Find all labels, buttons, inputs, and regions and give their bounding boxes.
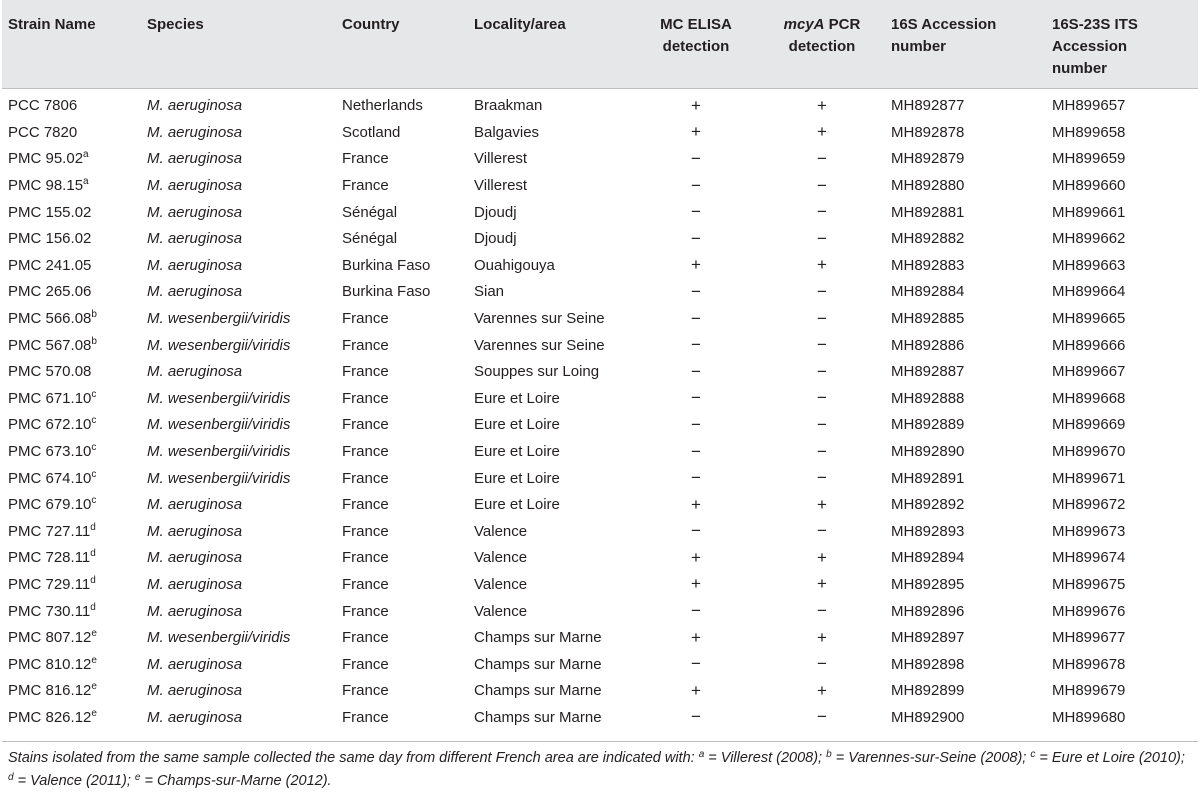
cell-strain-name: PMC 567.08$^b$ (8, 335, 97, 354)
header-locality: Locality/area (468, 0, 633, 88)
cell-mcya-pcr: − (817, 707, 827, 727)
cell-country: Burkina Faso (342, 283, 431, 301)
cell-country: France (342, 310, 389, 328)
cell-species: M. aeruginosa (147, 708, 243, 726)
cell-species: M. aeruginosa (147, 283, 243, 301)
footnote-marker: d (90, 574, 96, 586)
footnote-marker: a (698, 749, 705, 760)
cell-locality: Eure et Loire (474, 469, 560, 487)
cell-16s-accession: MH892878 (891, 123, 965, 141)
header-mcya-pcr-text: PCR (824, 16, 861, 33)
cell-country: Scotland (342, 123, 401, 141)
cell-16s-accession: MH892892 (891, 496, 965, 514)
cell-mcya-pcr: − (817, 388, 827, 408)
cell-mc-elisa: − (691, 308, 701, 328)
cell-species: M. aeruginosa (147, 177, 243, 195)
footnote-item-text: = Valence (2011); (13, 773, 135, 789)
cell-16s-accession: MH892877 (891, 97, 965, 115)
cell-species: M. aeruginosa (147, 522, 243, 540)
cell-mc-elisa: − (691, 707, 701, 727)
cell-its-accession: MH899665 (1052, 310, 1126, 328)
cell-locality: Varennes sur Seine (474, 310, 605, 328)
cell-its-accession: MH899662 (1052, 230, 1126, 248)
cell-its-accession: MH899677 (1052, 629, 1126, 647)
cell-strain-name: PMC 98.15$^a$ (8, 176, 89, 195)
cell-country: France (342, 177, 389, 195)
footnote-marker: e (91, 681, 97, 693)
cell-country: France (342, 522, 389, 540)
cell-16s-accession: MH892898 (891, 655, 965, 673)
header-mc-elisa-line1: MC ELISA (660, 16, 732, 33)
cell-mc-elisa: + (691, 255, 701, 275)
cell-mcya-pcr: − (817, 202, 827, 222)
cell-country: France (342, 602, 389, 620)
cell-16s-accession: MH892897 (891, 629, 965, 647)
cell-strain-name: PMC 810.12e (8, 654, 97, 673)
cell-its-accession: MH899660 (1052, 177, 1126, 195)
header-mc-elisa-line2: detection (662, 38, 730, 55)
cell-mcya-pcr: + (817, 95, 827, 115)
cell-mcya-pcr: − (817, 654, 827, 674)
cell-strain-name: PMC 673.10$^c$ (8, 442, 97, 461)
cell-locality: Balgavies (474, 123, 540, 141)
cell-mc-elisa: − (691, 441, 701, 461)
cell-locality: Souppes sur Loing (474, 363, 600, 381)
cell-mcya-pcr: − (817, 148, 827, 168)
cell-strain-name: PMC 155.02 (8, 203, 92, 221)
cell-strain-name: PMC 816.12e (8, 681, 97, 700)
cell-strain-name: PMC 570.08 (8, 363, 92, 381)
cell-species: M. aeruginosa (147, 203, 243, 221)
footnote-marker: e (91, 654, 97, 666)
cell-mcya-pcr: − (817, 335, 827, 355)
footnote-marker: e (91, 628, 97, 640)
cell-16s-accession: MH892891 (891, 469, 965, 487)
cell-country: France (342, 416, 389, 434)
header-its-line2: Accession (1052, 38, 1128, 55)
table-row (2, 465, 1198, 492)
header-its-line1: 16S-23S ITS (1052, 16, 1138, 33)
cell-16s-accession: MH892881 (891, 203, 965, 221)
footnote-marker: b (91, 335, 97, 347)
cell-locality: Braakman (474, 97, 543, 115)
cell-16s-accession: MH892888 (891, 389, 965, 407)
cell-species: M. aeruginosa (147, 97, 243, 115)
cell-mc-elisa: − (691, 414, 701, 434)
cell-country: Netherlands (342, 97, 423, 115)
cell-mc-elisa: − (691, 335, 701, 355)
cell-16s-accession: MH892890 (891, 443, 965, 461)
table-row (2, 624, 1198, 651)
cell-mc-elisa: + (691, 95, 701, 115)
cell-strain-name: PMC 728.11$^d$ (8, 548, 96, 567)
table-row (2, 225, 1198, 252)
cell-strain-name: PMC 807.12e (8, 628, 97, 647)
cell-country: Sénégal (342, 203, 398, 221)
cell-16s-accession: MH892887 (891, 363, 965, 381)
header-mc-elisa (633, 0, 759, 88)
footnote-item-text: = Varennes-sur-Seine (2008); (831, 750, 1031, 766)
footnote-marker: d (90, 601, 96, 613)
cell-locality: Champs sur Marne (474, 708, 602, 726)
table-row (2, 146, 1198, 173)
cell-its-accession: MH899666 (1052, 336, 1126, 354)
cell-strain-name: PCC 7820 (8, 123, 78, 141)
cell-country: France (342, 575, 389, 593)
cell-mc-elisa: + (691, 627, 701, 647)
cell-species: M. wesenbergii/viridis (147, 416, 291, 434)
cell-locality: Eure et Loire (474, 389, 560, 407)
cell-mcya-pcr: − (817, 468, 827, 488)
cell-species: M. wesenbergii/viridis (147, 469, 291, 487)
header-16s-line1: 16S Accession (891, 16, 997, 33)
cell-species: M. aeruginosa (147, 575, 243, 593)
footnote-marker: e (91, 707, 97, 719)
cell-mcya-pcr: + (817, 574, 827, 594)
cell-species: M. aeruginosa (147, 363, 243, 381)
table-row (2, 651, 1198, 678)
header-mcya-gene: mcyA (783, 16, 825, 33)
cell-its-accession: MH899659 (1052, 150, 1126, 168)
cell-species: M. wesenbergii/viridis (147, 389, 291, 407)
table-footnote (2, 741, 1198, 793)
cell-country: France (342, 469, 389, 487)
cell-country: France (342, 150, 389, 168)
header-mcya-pcr (759, 0, 885, 88)
footnote-marker: b (91, 309, 97, 321)
cell-locality: Djoudj (474, 230, 517, 248)
cell-country: France (342, 629, 389, 647)
footnote-item-text: = Eure et Loire (2010); (1035, 750, 1185, 766)
cell-mc-elisa: − (691, 281, 701, 301)
cell-its-accession: MH899670 (1052, 443, 1126, 461)
cell-its-accession: MH899678 (1052, 655, 1126, 673)
cell-mcya-pcr: − (817, 361, 827, 381)
header-country: Country (336, 0, 468, 88)
cell-mcya-pcr: − (817, 281, 827, 301)
cell-its-accession: MH899667 (1052, 363, 1126, 381)
table-row (2, 252, 1198, 279)
cell-16s-accession: MH892884 (891, 283, 965, 301)
cell-locality: Sian (474, 283, 505, 301)
cell-16s-accession: MH892895 (891, 575, 965, 593)
cell-locality: Champs sur Marne (474, 629, 602, 647)
cell-strain-name: PMC 826.12e (8, 707, 97, 726)
cell-species: M. aeruginosa (147, 655, 243, 673)
cell-16s-accession: MH892894 (891, 549, 965, 567)
cell-mc-elisa: − (691, 601, 701, 621)
cell-mcya-pcr: + (817, 680, 827, 700)
table-row (2, 412, 1198, 439)
cell-its-accession: MH899674 (1052, 549, 1126, 567)
cell-its-accession: MH899664 (1052, 283, 1126, 301)
cell-strain-name: PCC 7806 (8, 97, 78, 115)
cell-16s-accession: MH892882 (891, 230, 965, 248)
cell-its-accession: MH899657 (1052, 97, 1126, 115)
table-row (2, 545, 1198, 572)
footnote-item-text: = Villerest (2008); (704, 750, 827, 766)
footnote-marker: c (91, 468, 97, 480)
footnote-intro: Stains isolated from the same sample collected the same day from different French area are indicated with: (8, 750, 699, 766)
cell-mcya-pcr: + (817, 627, 827, 647)
header-16s-accession (885, 0, 1046, 88)
table-header (2, 0, 1198, 88)
header-its-accession (1046, 0, 1198, 88)
cell-species: M. wesenbergii/viridis (147, 629, 291, 647)
footnote-marker: c (91, 442, 97, 454)
cell-species: M. aeruginosa (147, 496, 243, 514)
cell-species: M. wesenbergii/viridis (147, 443, 291, 461)
cell-16s-accession: MH892896 (891, 602, 965, 620)
cell-species: M. aeruginosa (147, 256, 243, 274)
cell-country: Sénégal (342, 230, 398, 248)
cell-its-accession: MH899676 (1052, 602, 1126, 620)
cell-locality: Djoudj (474, 203, 517, 221)
footnote-marker: a (83, 149, 89, 161)
cell-country: France (342, 549, 389, 567)
footnote-marker: a (83, 176, 89, 188)
footnote-marker: c (91, 495, 97, 507)
cell-mcya-pcr: + (817, 547, 827, 567)
cell-strain-name: PMC 566.08$^b$ (8, 309, 97, 328)
cell-species: M. aeruginosa (147, 602, 243, 620)
footnote-marker: b (826, 749, 832, 760)
cell-country: France (342, 443, 389, 461)
cell-species: M. aeruginosa (147, 230, 243, 248)
cell-16s-accession: MH892883 (891, 256, 965, 274)
cell-mcya-pcr: − (817, 228, 827, 248)
table-row (2, 199, 1198, 226)
cell-mcya-pcr: − (817, 441, 827, 461)
footnote-marker: d (90, 548, 96, 560)
footnote-item-text: = Champs-sur-Marne (2012). (140, 773, 332, 789)
cell-strain-name: PMC 671.10$^c$ (8, 388, 97, 407)
table-row (2, 172, 1198, 199)
table-row (2, 438, 1198, 465)
header-its-line3: number (1052, 60, 1108, 77)
cell-mcya-pcr: + (817, 494, 827, 514)
cell-mc-elisa: + (691, 680, 701, 700)
header-16s-line2: number (891, 38, 947, 55)
table-row (2, 678, 1198, 705)
table-row (2, 332, 1198, 359)
cell-mcya-pcr: − (817, 175, 827, 195)
cell-mc-elisa: − (691, 521, 701, 541)
cell-its-accession: MH899679 (1052, 682, 1126, 700)
table-row (2, 119, 1198, 146)
cell-its-accession: MH899675 (1052, 575, 1126, 593)
cell-species: M. aeruginosa (147, 682, 243, 700)
footnote-marker: c (91, 388, 97, 400)
cell-country: Burkina Faso (342, 256, 431, 274)
table-row (2, 305, 1198, 332)
table-body (2, 88, 1198, 731)
table-row (2, 279, 1198, 306)
cell-16s-accession: MH892879 (891, 150, 965, 168)
footnote-marker: c (1030, 749, 1036, 760)
cell-species: M. aeruginosa (147, 549, 243, 567)
cell-mcya-pcr: − (817, 414, 827, 434)
cell-its-accession: MH899669 (1052, 416, 1126, 434)
table-row (2, 358, 1198, 385)
cell-strain-name: PMC 674.10$^c$ (8, 468, 97, 487)
cell-locality: Villerest (474, 177, 528, 195)
cell-country: France (342, 655, 389, 673)
cell-country: France (342, 496, 389, 514)
cell-its-accession: MH899668 (1052, 389, 1126, 407)
header-mcya-pcr-line2: detection (788, 38, 856, 55)
cell-mc-elisa: + (691, 547, 701, 567)
footnote-marker: e (134, 772, 141, 783)
cell-16s-accession: MH892885 (891, 310, 965, 328)
table-row (2, 385, 1198, 412)
cell-its-accession: MH899661 (1052, 203, 1126, 221)
cell-locality: Valence (474, 522, 528, 540)
cell-mc-elisa: + (691, 494, 701, 514)
cell-mc-elisa: − (691, 175, 701, 195)
cell-16s-accession: MH892899 (891, 682, 965, 700)
cell-its-accession: MH899671 (1052, 469, 1126, 487)
cell-strain-name: PMC 241.05 (8, 256, 92, 274)
cell-locality: Champs sur Marne (474, 655, 602, 673)
cell-locality: Valence (474, 575, 528, 593)
table-row (2, 88, 1198, 119)
cell-species: M. wesenbergii/viridis (147, 336, 291, 354)
cell-locality: Valence (474, 602, 528, 620)
footnote-marker: c (91, 415, 97, 427)
table-row (2, 598, 1198, 625)
cell-locality: Villerest (474, 150, 528, 168)
table-row (2, 571, 1198, 598)
cell-its-accession: MH899672 (1052, 496, 1126, 514)
cell-locality: Eure et Loire (474, 416, 560, 434)
cell-strain-name: PMC 727.11$^d$ (8, 521, 96, 540)
cell-mcya-pcr: + (817, 122, 827, 142)
cell-strain-name: PMC 730.11$^d$ (8, 601, 96, 620)
cell-16s-accession: MH892886 (891, 336, 965, 354)
cell-mcya-pcr: − (817, 601, 827, 621)
cell-strain-name: PMC 729.11$^d$ (8, 574, 96, 593)
cell-mcya-pcr: − (817, 308, 827, 328)
cell-mc-elisa: − (691, 148, 701, 168)
cell-mcya-pcr: − (817, 521, 827, 541)
cell-mcya-pcr: + (817, 255, 827, 275)
cell-country: France (342, 336, 389, 354)
cell-mc-elisa: + (691, 122, 701, 142)
cell-mc-elisa: − (691, 388, 701, 408)
cell-strain-name: PMC 156.02 (8, 230, 92, 248)
cell-locality: Champs sur Marne (474, 682, 602, 700)
table-row (2, 704, 1198, 731)
cell-mc-elisa: − (691, 202, 701, 222)
cell-mc-elisa: + (691, 574, 701, 594)
cell-16s-accession: MH892880 (891, 177, 965, 195)
cell-mc-elisa: − (691, 654, 701, 674)
cell-locality: Ouahigouya (474, 256, 555, 274)
cell-mc-elisa: − (691, 361, 701, 381)
cell-species: M. aeruginosa (147, 123, 243, 141)
cell-its-accession: MH899680 (1052, 708, 1126, 726)
cell-country: France (342, 682, 389, 700)
cell-mc-elisa: − (691, 228, 701, 248)
cell-16s-accession: MH892893 (891, 522, 965, 540)
cell-locality: Valence (474, 549, 528, 567)
cell-its-accession: MH899663 (1052, 256, 1126, 274)
cell-16s-accession: MH892900 (891, 708, 965, 726)
cell-mc-elisa: − (691, 468, 701, 488)
cell-strain-name: PMC 265.06 (8, 283, 92, 301)
table-row (2, 491, 1198, 518)
header-strain-name: Strain Name (2, 0, 141, 88)
cell-species: M. wesenbergii/viridis (147, 310, 291, 328)
footnote-marker: d (8, 772, 14, 783)
cell-locality: Eure et Loire (474, 443, 560, 461)
cell-country: France (342, 363, 389, 381)
cell-strain-name: PMC 672.10$^c$ (8, 415, 97, 434)
cell-species: M. aeruginosa (147, 150, 243, 168)
cell-16s-accession: MH892889 (891, 416, 965, 434)
cell-its-accession: MH899673 (1052, 522, 1126, 540)
footnote-marker: d (90, 521, 96, 533)
cell-locality: Varennes sur Seine (474, 336, 605, 354)
cell-strain-name: PMC 679.10$^c$ (8, 495, 97, 514)
strain-table (2, 0, 1198, 731)
cell-strain-name: PMC 95.02$^a$ (8, 149, 89, 168)
cell-its-accession: MH899658 (1052, 123, 1126, 141)
cell-locality: Eure et Loire (474, 496, 560, 514)
header-species: Species (141, 0, 336, 88)
table-row (2, 518, 1198, 545)
cell-country: France (342, 389, 389, 407)
cell-country: France (342, 708, 389, 726)
